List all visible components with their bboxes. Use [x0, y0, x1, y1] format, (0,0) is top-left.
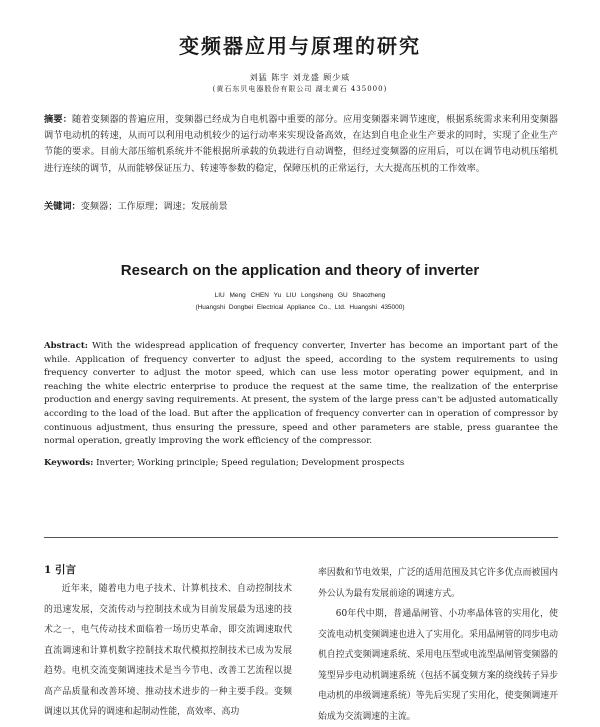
chinese-keywords: [44, 200, 558, 214]
chinese-abstract-label: 摘要：: [44, 114, 73, 125]
body-paragraph: 率因数和节电效果，广泛的适用范围及其它许多优点而被国内外公认为最有发展前途的调速方式。: [318, 568, 558, 599]
english-affiliation: (Huangshi Dongbei Electrical Appliance Co., Ltd. Huangshi 435000): [195, 304, 405, 311]
english-abstract-text: With the widespread application of frequency converter, Inverter has become an important part of the while. Application of frequency converter to adjust the speed, according to the system requirements to using frequency converter to adjust the motor speed, which can use less motor operating power equipment, and in reaching the white electric enterprise to produce the request at the same time, the realization of the enterprise production and energy saving requirements. At present, the system of the large press can't be adjusted automatically according to the load of the load. But after the application of frequency converter can in operation of compressor by continuous adjustment, thus ensuring the pressure, speed and other parameters are stable, press guarantee the normal operation, greatly improving the work efficiency of the compressor.: [44, 341, 558, 447]
english-abstract-label: Abstract:: [44, 341, 88, 351]
body-right-column: [318, 563, 558, 727]
english-authors: LIU Meng CHEN Yu LIU Longsheng GU Shaozheng: [214, 292, 386, 299]
body-paragraph: 60年代中期，普通晶闸管、小功率晶体管的实用化，使交流电动机变频调速也进入了实用化。采用晶闸管的同步电动机自控式变频调速系统、采用电压型或电流型晶闸管变频器的笼型异步电动机调速系统（包括不属变频方案的绕线转子异步电动机的串级调速系统）等先后实现了实用化，使变频调速开始成为交流调速的主流。: [318, 609, 558, 722]
english-title: Research on the application and theory of inverter: [120, 262, 480, 279]
chinese-authors: 刘猛 陈宇 刘龙盛 顾少威: [249, 73, 351, 82]
chinese-abstract: [44, 112, 558, 177]
section-heading-introduction: 1 引言: [44, 564, 76, 576]
chinese-affiliation: (黄石东贝电器股份有限公司 湖北黄石 435000): [212, 85, 388, 93]
english-keywords-text: Inverter; Working principle; Speed regulation; Development prospects: [96, 458, 405, 468]
body-paragraph: 近年来，随着电力电子技术、计算机技术、自动控制技术的迅速发展，交流传动与控制技术成为目前发展最为迅速的技术之一，电气传动技术面临着一场历史革命，即交流调速取代直流调速和计算机数字控制技术取代模拟控制技术已成为发展趋势。电机交流变频调速技术是当今节电、改善工艺流程以提高产品质量和改善环境、推动技术进步的一种主要手段。变频调速以其优异的调速和起制动性能，高效率、高功: [44, 584, 292, 717]
section-divider: [44, 537, 558, 538]
chinese-abstract-text: 随着变频器的普遍应用，变频器已经成为自电机器中重要的部分。应用变频器来调节速度，根据系统需求来利用变频器调节电动机的转速，从而可以利用电动机较少的运行动率来实现设备高效，在达到自电企业生产要求的同时，实现了企业生产节能的要求。目前大部压缩机系统并不能根据所承载的负载进行自动调整，但经过变频器的应用后，可以在调节电动机压缩机进行连续的调节，从而能够保证压力、转速等参数的稳定，保障压机的正常运行，大大提高压机的工作效率。: [44, 114, 558, 174]
body-left-column: [44, 563, 292, 723]
english-keywords: [44, 457, 558, 470]
chinese-keywords-label: 关键词：: [44, 201, 81, 212]
chinese-keywords-text: 变频器；工作原理；调速；发展前景: [80, 201, 228, 212]
chinese-title: 变频器应用与原理的研究: [179, 34, 421, 58]
english-abstract: [44, 340, 558, 449]
english-keywords-label: Keywords:: [44, 458, 94, 468]
